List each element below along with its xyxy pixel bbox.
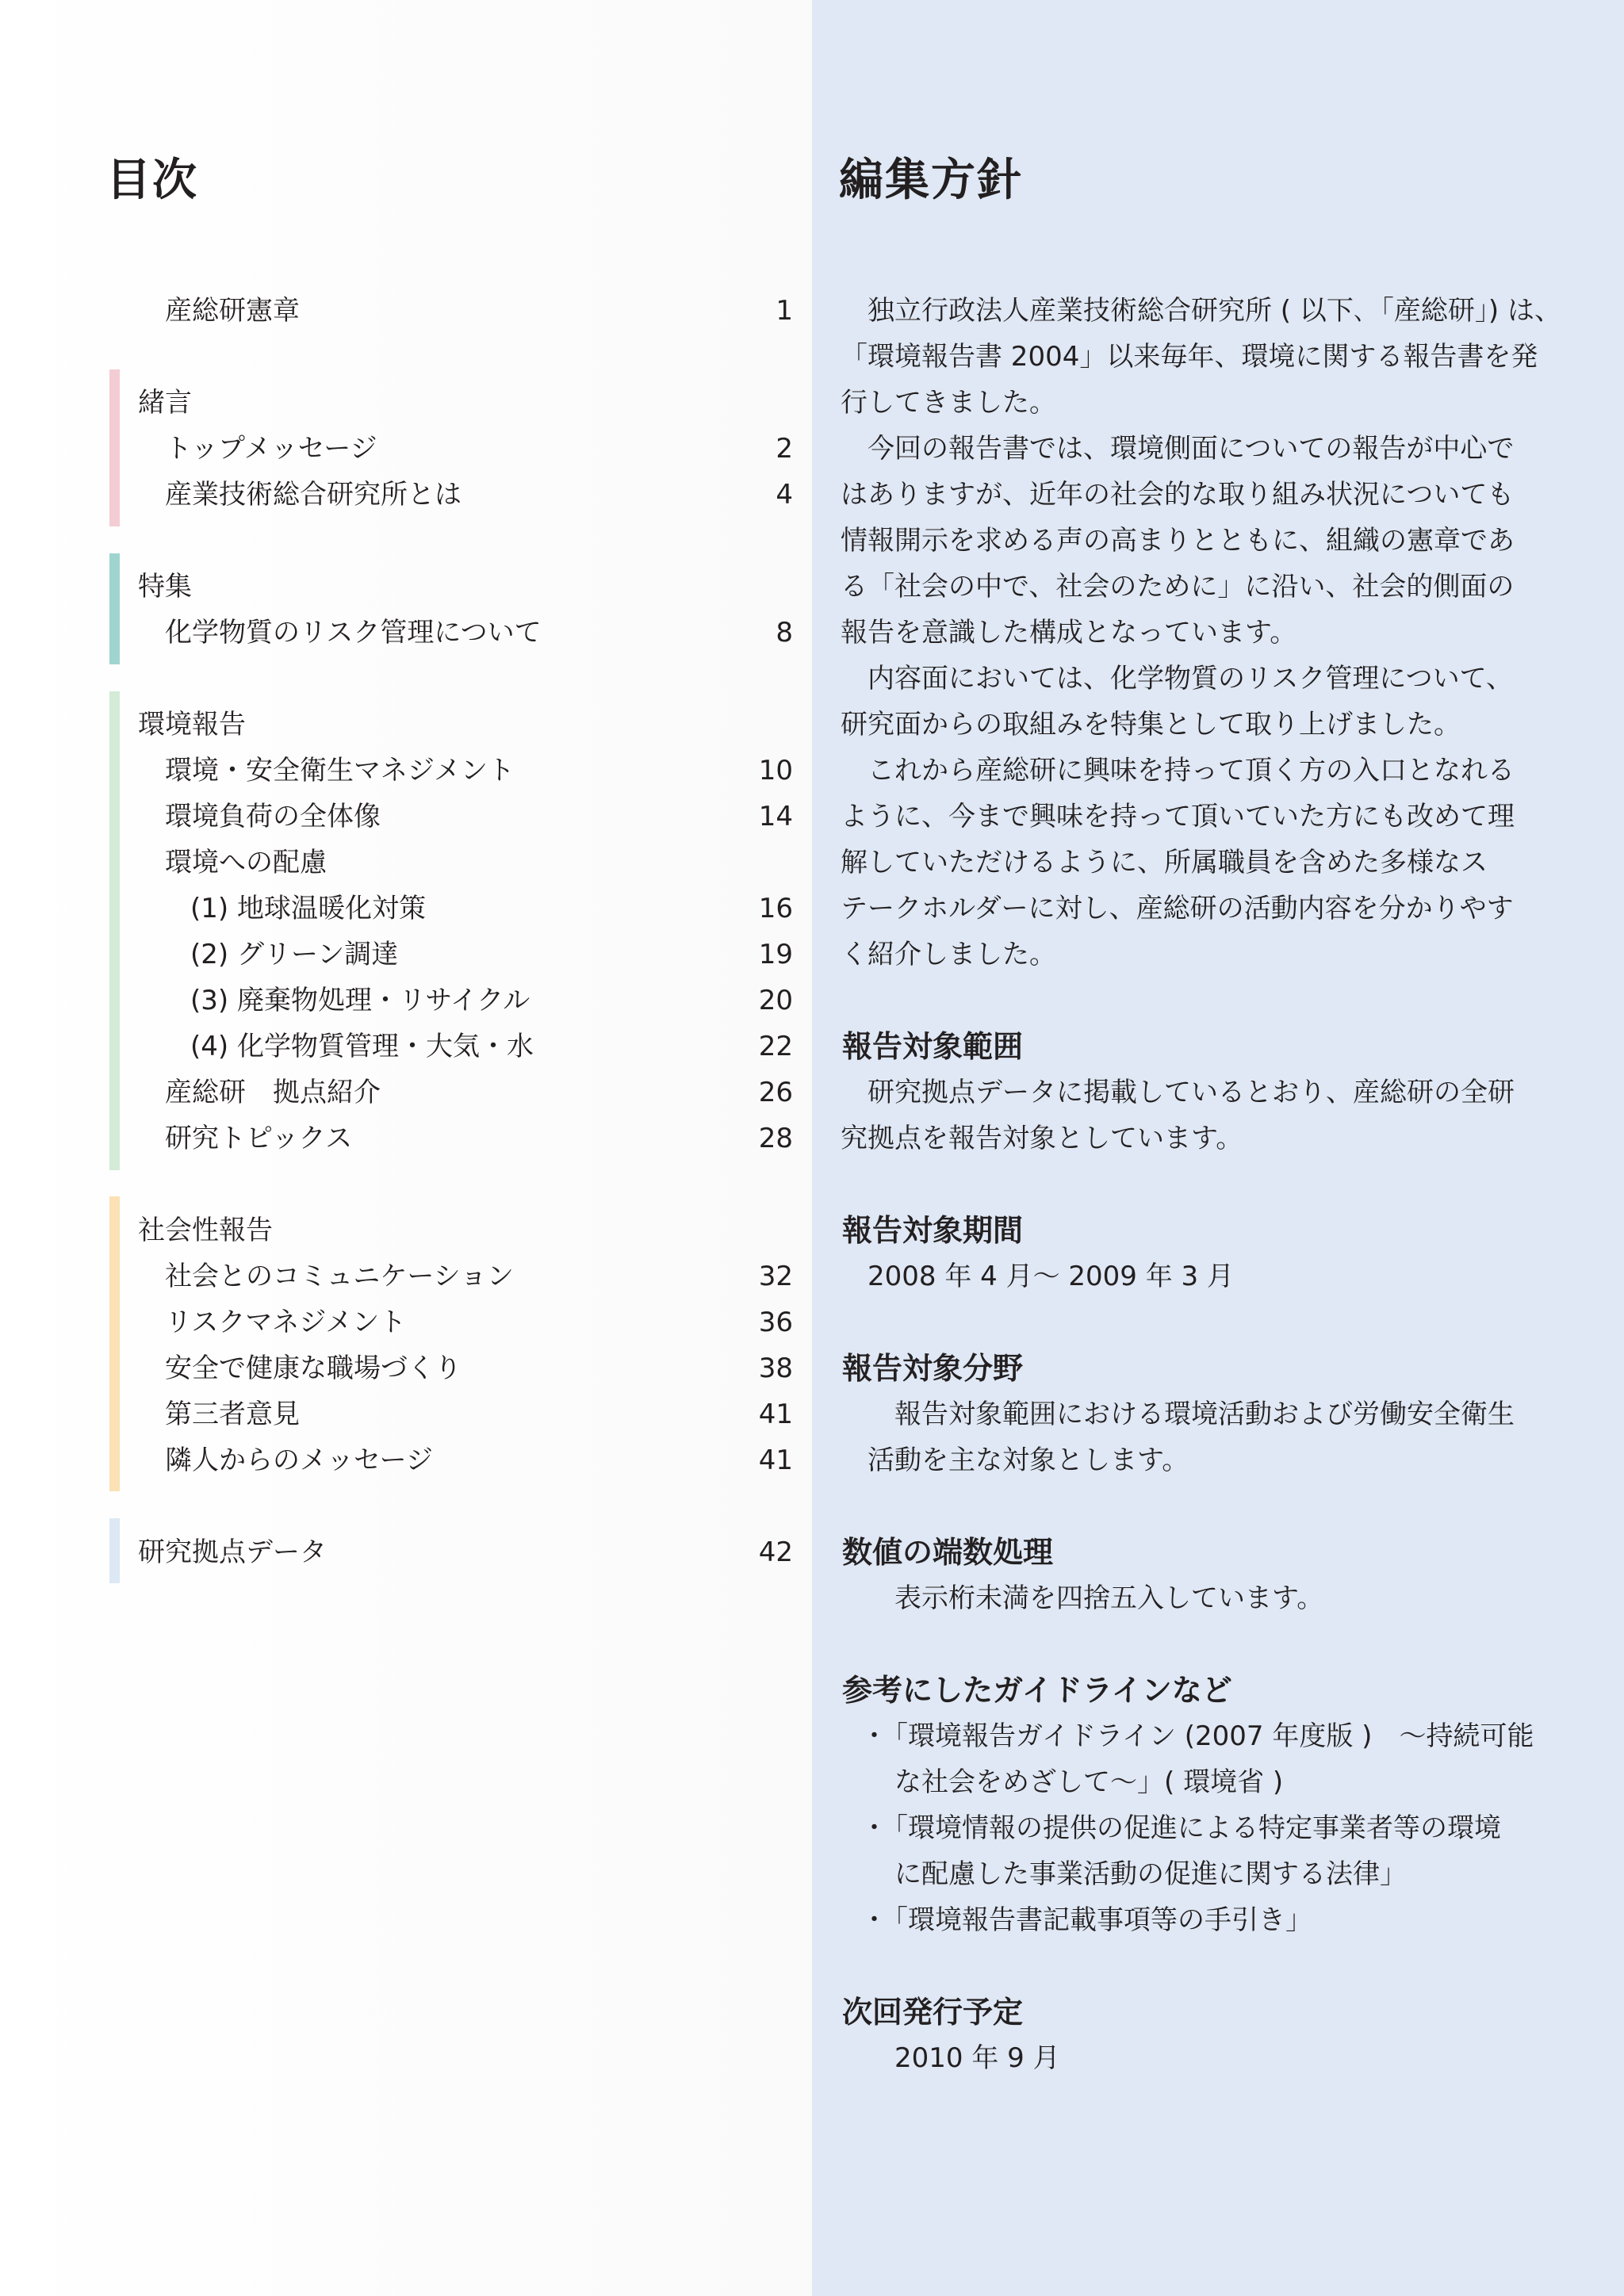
guidelines-line: ･「環境報告ガイドライン (2007 年度版 ) ～持続可能 xyxy=(841,1720,1534,1752)
toc-item[interactable] xyxy=(0,840,793,886)
toc-item-page: 42 xyxy=(758,1536,793,1568)
policy-intro-line: く紹介しました。 xyxy=(841,939,1056,970)
toc-item-label: (3) 廃棄物処理・リサイクル xyxy=(190,985,530,1016)
policy-title: 編集方針 xyxy=(839,155,1023,206)
period-heading: 報告対象期間 xyxy=(842,1213,1024,1248)
toc-item[interactable] xyxy=(0,1345,793,1391)
rounding-heading: 数値の端数処理 xyxy=(842,1535,1054,1570)
toc-item-label: 研究トピックス xyxy=(165,1123,353,1154)
field-line: 活動を主な対象とします。 xyxy=(841,1445,1189,1476)
toc-item-label: (2) グリーン調達 xyxy=(190,939,399,970)
field-line: 報告対象範囲における環境活動および労働安全衛生 xyxy=(841,1399,1515,1430)
toc-item-label: 産業技術総合研究所とは xyxy=(165,479,462,511)
toc-item-page: 20 xyxy=(758,985,793,1016)
guidelines-text xyxy=(841,1713,1578,1943)
toc-item-page: 2 xyxy=(776,433,793,465)
policy-intro-line: 解していただけるように、所属職員を含めた多様なス xyxy=(841,847,1488,878)
scope-line: 究拠点を報告対象としています。 xyxy=(841,1123,1243,1154)
toc-section-label: 特集 xyxy=(138,571,192,603)
policy-intro xyxy=(841,288,1578,978)
toc-item-page: 10 xyxy=(758,755,793,786)
toc-item[interactable] xyxy=(0,610,793,656)
toc-item-label: 隣人からのメッセージ xyxy=(165,1445,433,1476)
policy-intro-line: 独立行政法人産業技術総合研究所 ( 以下､「産総研」) は、 xyxy=(841,295,1561,327)
toc-item-label: トップメッセージ xyxy=(165,433,377,465)
toc-item-label: 第三者意見 xyxy=(165,1399,300,1430)
policy-intro-line: テークホルダーに対し、産総研の活動内容を分かりやす xyxy=(841,893,1514,924)
toc-section-environmental-report[interactable] xyxy=(0,702,793,748)
guidelines-heading: 参考にしたガイドラインなど xyxy=(842,1673,1232,1708)
next-issue-line: 2010 年 9 月 xyxy=(841,2042,1060,2074)
toc-section-research-site-data[interactable] xyxy=(0,1529,793,1575)
toc-item-label: リスクマネジメント xyxy=(165,1307,407,1338)
guidelines-line: に配慮した事業活動の促進に関する法律」 xyxy=(841,1858,1407,1890)
policy-intro-line: はありますが、近年の社会的な取り組み状況についても xyxy=(841,479,1515,511)
policy-intro-line: 今回の報告書では、環境側面についての報告が中心で xyxy=(841,433,1515,465)
rounding-text xyxy=(841,1575,1578,1621)
toc-item-page: 38 xyxy=(758,1353,793,1384)
toc-section-label: 緒言 xyxy=(138,387,192,419)
guidelines-line: な社会をめざして～」( 環境省 ) xyxy=(841,1766,1284,1798)
guidelines-line: ･「環境報告書記載事項等の手引き」 xyxy=(841,1904,1312,1936)
toc-item-label: 安全で健康な職場づくり xyxy=(165,1353,462,1384)
period-line: 2008 年 4 月～ 2009 年 3 月 xyxy=(841,1261,1234,1292)
toc-item-page: 32 xyxy=(758,1261,793,1292)
field-text xyxy=(841,1391,1578,1483)
period-text xyxy=(841,1253,1578,1299)
toc-item-label: 環境・安全衛生マネジメント xyxy=(165,755,515,786)
toc-item-page: 22 xyxy=(758,1031,793,1062)
policy-intro-line: これから産総研に興味を持って頂く方の入口となれる xyxy=(841,755,1515,786)
policy-intro-line: る「社会の中で、社会のために」に沿い、社会的側面の xyxy=(841,571,1515,603)
policy-intro-line: 内容面においては、化学物質のリスク管理について、 xyxy=(841,663,1513,695)
toc-item-label: (1) 地球温暖化対策 xyxy=(190,893,426,924)
policy-intro-line: ように、今まで興味を持って頂いていた方にも改めて理 xyxy=(841,801,1515,832)
scope-heading: 報告対象範囲 xyxy=(842,1029,1024,1064)
toc-subitem[interactable] xyxy=(0,978,793,1024)
scope-line: 研究拠点データに掲載しているとおり、産総研の全研 xyxy=(841,1077,1515,1108)
toc-item[interactable] xyxy=(0,794,793,840)
toc-item-page: 16 xyxy=(758,893,793,924)
toc-section-social-report[interactable] xyxy=(0,1207,793,1253)
toc-section-feature[interactable] xyxy=(0,564,793,610)
next-issue-text xyxy=(841,2035,1578,2081)
toc-item-label: 化学物質のリスク管理について xyxy=(165,617,542,649)
next-issue-heading: 次回発行予定 xyxy=(842,1995,1024,2030)
toc-item-page: 4 xyxy=(776,479,793,511)
field-heading: 報告対象分野 xyxy=(842,1351,1024,1386)
toc-subitem[interactable] xyxy=(0,1024,793,1070)
toc-item-page: 19 xyxy=(758,939,793,970)
toc-item-label: 環境負荷の全体像 xyxy=(165,801,381,832)
toc-subitem[interactable] xyxy=(0,932,793,978)
toc-item[interactable] xyxy=(0,1253,793,1299)
guidelines-line: ･「環境情報の提供の促進による特定事業者等の環境 xyxy=(841,1812,1501,1844)
toc-item-page: 14 xyxy=(758,801,793,832)
rounding-line: 表示桁未満を四捨五入しています。 xyxy=(841,1582,1324,1614)
toc-section-label: 環境報告 xyxy=(138,709,246,740)
toc-item-page: 8 xyxy=(776,617,793,649)
toc-item[interactable] xyxy=(0,1437,793,1483)
toc-item-label: 社会とのコミュニケーション xyxy=(165,1261,514,1292)
toc-title: 目次 xyxy=(106,155,198,206)
toc-item-label: 環境への配慮 xyxy=(165,847,327,878)
policy-intro-line: 行してきました。 xyxy=(841,387,1056,419)
toc-item[interactable] xyxy=(0,748,793,794)
toc-item[interactable] xyxy=(0,1115,793,1161)
toc-item[interactable] xyxy=(0,472,793,518)
toc-item-label: 産総研 拠点紹介 xyxy=(165,1077,381,1108)
policy-intro-line: 報告を意識した構成となっています。 xyxy=(841,617,1297,649)
toc-item[interactable] xyxy=(0,1070,793,1115)
toc-item-page: 36 xyxy=(758,1307,793,1338)
toc-section-introduction[interactable] xyxy=(0,380,793,426)
toc-item[interactable] xyxy=(0,1299,793,1345)
toc-item-charter[interactable] xyxy=(0,288,793,334)
scope-text xyxy=(841,1070,1578,1161)
toc-item-page: 41 xyxy=(758,1445,793,1476)
policy-intro-line: 「環境報告書 2004」以来毎年、環境に関する報告書を発 xyxy=(841,341,1538,373)
toc-item[interactable] xyxy=(0,426,793,472)
toc-item-page: 26 xyxy=(758,1077,793,1108)
policy-intro-line: 研究面からの取組みを特集として取り上げました。 xyxy=(841,709,1461,740)
toc-section-label: 研究拠点データ xyxy=(138,1536,327,1568)
policy-intro-line: 情報開示を求める声の高まりとともに、組織の憲章であ xyxy=(841,525,1515,557)
toc-item-page: 1 xyxy=(776,295,793,327)
toc-item-page: 28 xyxy=(758,1123,793,1154)
toc-item-label: (4) 化学物質管理・大気・水 xyxy=(190,1031,534,1062)
toc-item-label: 産総研憲章 xyxy=(165,295,300,327)
toc-section-label: 社会性報告 xyxy=(138,1215,273,1246)
toc-subitem[interactable] xyxy=(0,886,793,932)
toc-item-page: 41 xyxy=(758,1399,793,1430)
toc-item[interactable] xyxy=(0,1391,793,1437)
